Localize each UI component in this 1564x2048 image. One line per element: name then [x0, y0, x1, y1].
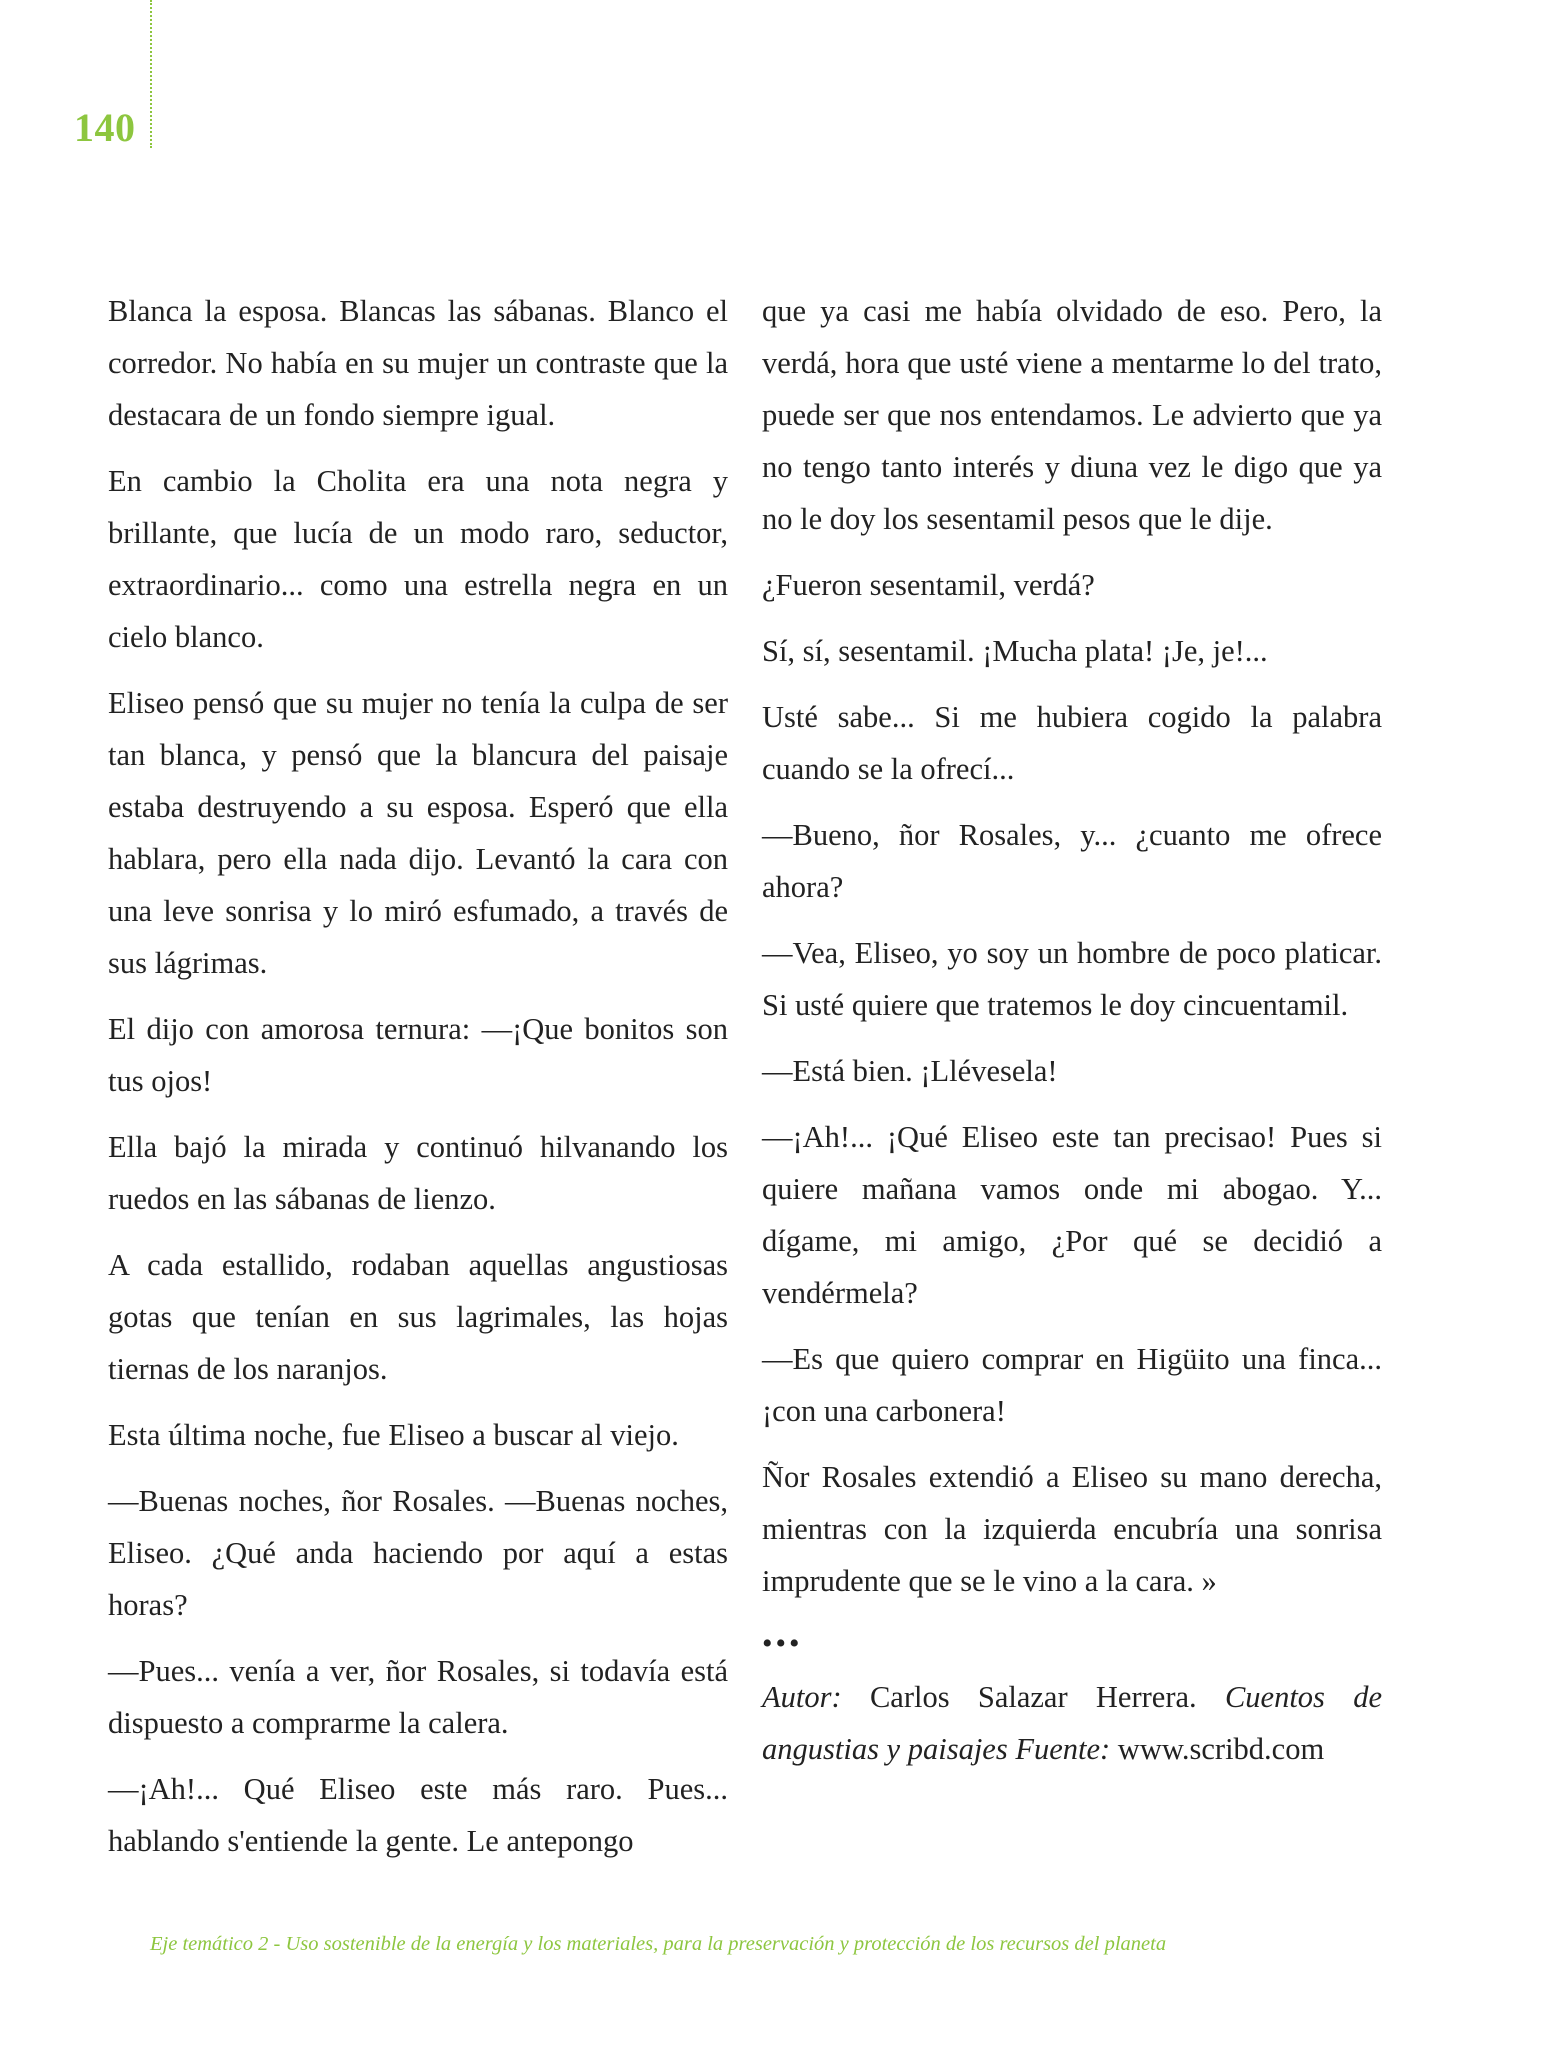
page-number: 140: [74, 105, 136, 150]
paragraph: Sí, sí, sesentamil. ¡Mucha plata! ¡Je, je!...: [762, 634, 1268, 668]
right-text-column: [762, 285, 1382, 1789]
author-label: Autor:: [762, 1680, 842, 1714]
left-text-column: [108, 285, 728, 1881]
footer-theme-line: Eje temático 2 - Uso sostenible de la energía y los materiales, para la preservación y protección de los recursos del planeta: [150, 1933, 1167, 1955]
paragraph: Ella bajó la mirada y continuó hilvanando los ruedos en las sábanas de lienzo.: [108, 1130, 728, 1216]
paragraph: Blanca la esposa. Blancas las sábanas. Blanco el corredor. No había en su mujer un contraste que la destacara de un fondo siempre igual.: [108, 294, 728, 432]
paragraph: —Bueno, ñor Rosales, y... ¿cuanto me ofrece ahora?: [762, 818, 1382, 904]
paragraph: —Vea, Eliseo, yo soy un hombre de poco platicar. Si usté quiere que tratemos le doy cincuentamil.: [762, 936, 1382, 1022]
paragraph: Esta última noche, fue Eliseo a buscar al viejo.: [108, 1418, 679, 1452]
author-name: Carlos Salazar Herrera.: [869, 1680, 1197, 1714]
paragraph: Eliseo pensó que su mujer no tenía la culpa de ser tan blanca, y pensó que la blancura del paisaje estaba destruyendo a su esposa. Esperó que ella hablara, pero ella nada dijo. Levantó la cara con una leve sonrisa y lo miró esfumado, a través de sus lágrimas.: [108, 686, 728, 980]
paragraph: ¿Fueron sesentamil, verdá?: [762, 568, 1095, 602]
book-title: Cuentos de angustias y paisajes: [762, 1680, 1382, 1766]
paragraph: —Está bien. ¡Llévesela!: [762, 1054, 1058, 1088]
paragraph: Ñor Rosales extendió a Eliseo su mano derecha, mientras con la izquierda encubría una sonrisa imprudente que se le vino a la cara. »: [762, 1460, 1382, 1598]
paragraph: que ya casi me había olvidado de eso. Pero, la verdá, hora que usté viene a mentarme lo del trato, puede ser que nos entendamos. Le advierto que ya no tengo tanto interés y diuna vez le digo que ya no le doy los sesentamil pesos que le dije.: [762, 294, 1382, 536]
paragraph: —¡Ah!... Qué Eliseo este más raro. Pues... hablando s'entiende la gente. Le antepongo: [108, 1772, 728, 1858]
paragraph: —Buenas noches, ñor Rosales. —Buenas noches, Eliseo. ¿Qué anda haciendo por aquí a estas horas?: [108, 1484, 728, 1622]
paragraph: —Es que quiero comprar en Higüito una finca... ¡con una carbonera!: [762, 1342, 1382, 1428]
section-separator: •••: [762, 1627, 803, 1660]
paragraph: El dijo con amorosa ternura: —¡Que bonitos son tus ojos!: [108, 1012, 728, 1098]
source-credit: [762, 1671, 1382, 1775]
margin-dotted-rule: [150, 0, 152, 148]
paragraph: —¡Ah!... ¡Qué Eliseo este tan precisao! Pues si quiere mañana vamos onde mi abogao. Y... dígame, mi amigo, ¿Por qué se decidió a vendérmela?: [762, 1120, 1382, 1310]
paragraph: En cambio la Cholita era una nota negra y brillante, que lucía de un modo raro, seductor, extraordinario... como una estrella negra en un cielo blanco.: [108, 464, 728, 654]
paragraph: —Pues... venía a ver, ñor Rosales, si todavía está dispuesto a comprarme la calera.: [108, 1654, 728, 1740]
source-url: www.scribd.com: [1117, 1732, 1325, 1766]
source-label: Fuente:: [1015, 1732, 1111, 1766]
paragraph: A cada estallido, rodaban aquellas angustiosas gotas que tenían en sus lagrimales, las hojas tiernas de los naranjos.: [108, 1248, 728, 1386]
paragraph: Usté sabe... Si me hubiera cogido la palabra cuando se la ofrecí...: [762, 700, 1382, 786]
